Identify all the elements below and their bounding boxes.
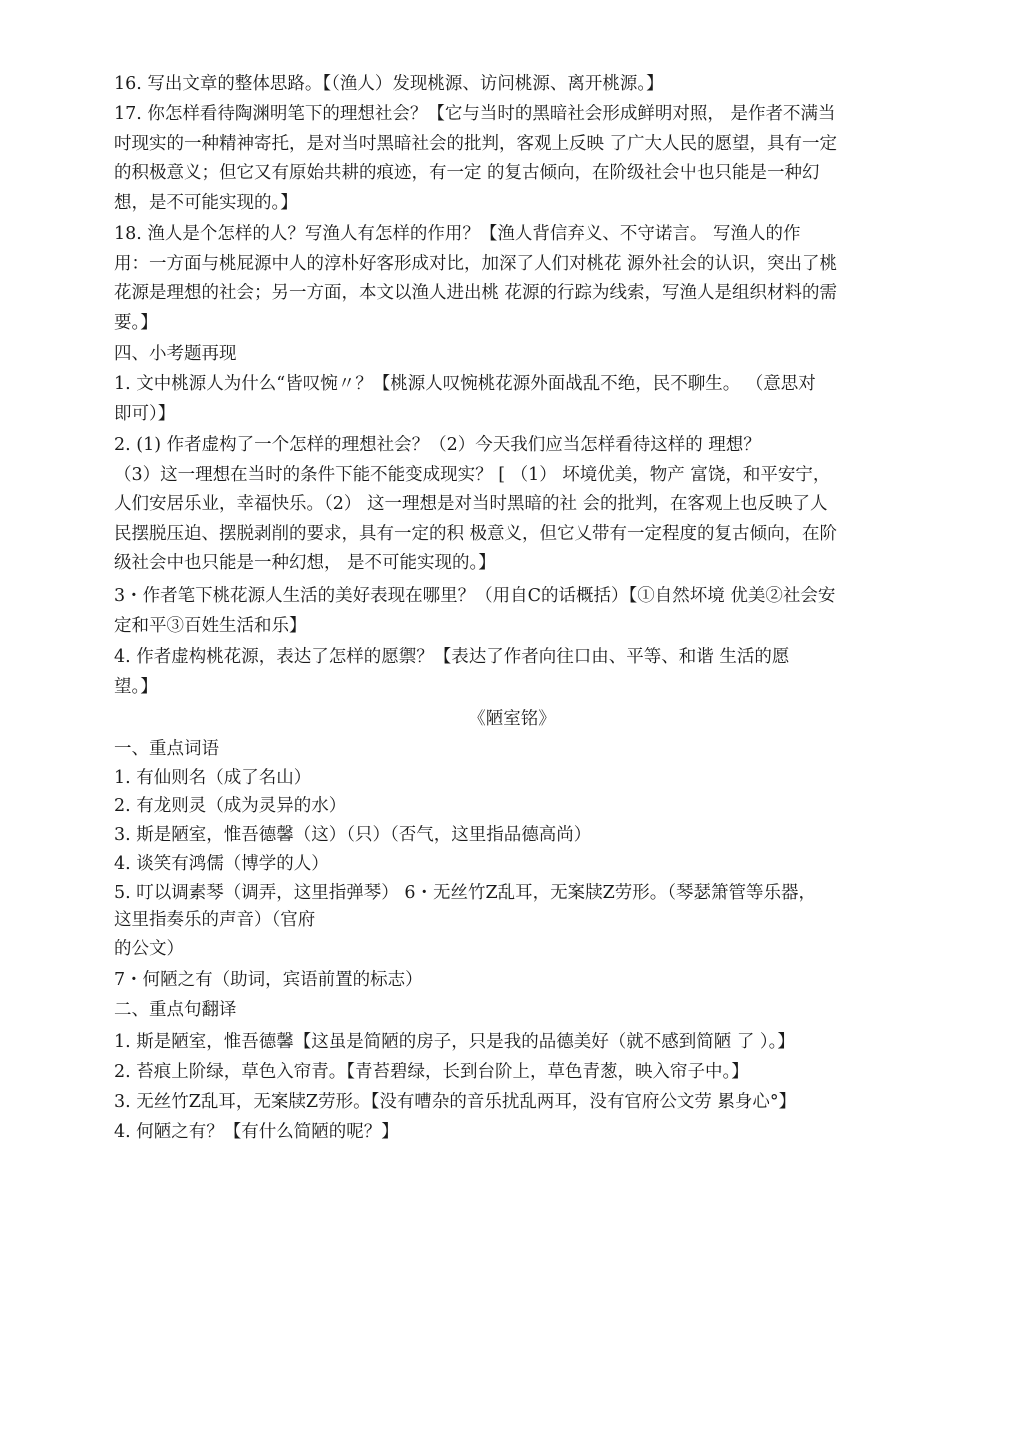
translation-item-4 [114,1118,914,1148]
text-line: 1. 斯是陋室，惟吾德馨【这虽是简陋的房子，只是我的品德美好（就不感到简陋 了 ）。】 [114,1032,795,1052]
text-line: 要。】 [114,312,158,333]
quiz-item-2 [114,431,914,579]
text-line: 1. 有仙则名（成了名山） [114,768,312,788]
section-heading-4 [114,340,914,370]
text-line: （3）这一理想在当时的条件下能不能变成现实？ [ （1） 坏境优美，物产 富饶，和平安宁， [114,464,831,485]
text-line: 望。】 [114,676,158,697]
quiz-item-3 [114,582,914,641]
text-line: 18. 渔人是个怎样的人？写渔人有怎样的作用？【渔人背信弃义、不守诺言。 写渔人的作 [114,224,801,244]
text-line: 吋现实的一种精神寄托，是对当吋黑暗社会的批判，客观上反映 了广大人民的愿望，具有一定 [114,133,838,154]
section-heading-1 [114,735,914,765]
text-line: 的公文） [114,939,184,959]
text-line: 4. 作者虚构桃花源，表达了怎样的愿禦？【表达了作者向往口由、平等、和谐 生活的愿 [114,647,790,667]
text-line: 1. 文中桃源人为什么“皆叹惋〃？【桃源人叹惋桃花源外面战乱不绝，民不聊生。 （意思对 [114,374,816,394]
text-line: 3. 斯是陋室，惟吾德馨（这）（只）（否气，这里指品德高尚） [114,825,592,845]
text-line: 定和平③百姓生活和乐】 [114,615,307,636]
section-title: 《陋室铭》 [468,709,556,729]
section-heading-2 [114,996,914,1026]
text-line: 级社会中也只能是一种幻想， 是不可能实现的。】 [114,553,496,574]
text-line: 一、重点词语 [114,739,219,759]
text-line: 3・作者笔下桃花源人生活的美好表现在哪里？（用自C的话概括）【①自然坏境 优美②社会安 [114,586,836,606]
text-line: 7・何陋之有（助词，宾语前置的标志） [114,970,423,990]
text-line: 四、小考题再现 [114,344,237,364]
text-line: 民摆脱压迫、摆脱剥削的要求，具有一定的积 极意义，但它乂带有一定程度的复古倾向，在阶 [114,523,838,544]
question-16 [114,70,914,100]
text-line: 用：一方面与桃屁源中人的淳朴好客形成对比，加深了人们对桃花 源外社会的认识，突出了桃 [114,253,838,274]
word-item-3 [114,821,914,851]
question-17 [114,100,914,218]
text-line: 16. 写出文章的整体思路。【（渔人）发现桃源、访问桃源、离开桃源。】 [114,74,664,94]
text-line: 的积极意义；但它又有原始共耕的痕迹，有一定 的复古倾向，在阶级社会屮也只能是一种幻 [114,163,820,184]
text-line: 2. (1) 作者虚构了一个怎样的理想社会？（2）今天我们应当怎样看待这样的 理想？ [114,435,761,455]
translation-item-2 [114,1058,914,1088]
translation-item-3 [114,1088,914,1118]
text-line: 3. 无丝竹Z乱耳，无案牍Z劳形。【没有嘈杂的音乐扰乱两耳，没有官府公文劳 累身心°】 [114,1092,797,1112]
text-line: 2. 苔痕上阶绿，草色入帘青。【青苔碧绿，长到台阶上，草色青葱，映入帘子中。】 [114,1062,749,1082]
text-line: 人们安居乐业，幸福快乐。（2） 这一理想是对当时黑暗的社 会的批判，在客观上也反映了人 [114,494,828,515]
text-line: 即可）】 [114,403,176,424]
text-line: 想，是不可能实现的。】 [114,192,298,213]
question-18 [114,220,914,338]
word-item-4 [114,850,914,880]
quiz-item-4 [114,643,914,702]
text-line: 花源是理想的社会；另一方面，本文以渔人进出桃 花源的行踪为线索，写渔人是组织材料的需 [114,283,838,304]
word-item-2 [114,792,914,822]
word-item-5-cont [114,935,914,965]
translation-item-1 [114,1028,914,1058]
word-item-5 [114,880,914,934]
quiz-item-1 [114,370,914,429]
word-item-1 [114,764,914,794]
text-line: 17. 你怎样看待陶渊明笔下的理想社会？【它与当时的黑暗社会形成鲜明对照， 是作者不满当 [114,104,836,124]
text-line: 二、重点句翻译 [114,1000,237,1020]
word-item-7 [114,966,914,996]
text-line: 2. 有龙则灵（成为灵异的水） [114,796,347,816]
text-line: 4. 谈笑有鸿儒（博学的人） [114,854,329,874]
text-line: 这里指奏乐的声音）（官府 [114,910,316,930]
text-line: 5. 叮以调素琴（调弄，这里指弹琴） 6・无丝竹Z乱耳，无案牍Z劳形。（琴瑟箫管等乐器， [114,883,817,903]
text-line: 4. 何陋之有？【有什么简陋的呢？】 [114,1122,399,1142]
